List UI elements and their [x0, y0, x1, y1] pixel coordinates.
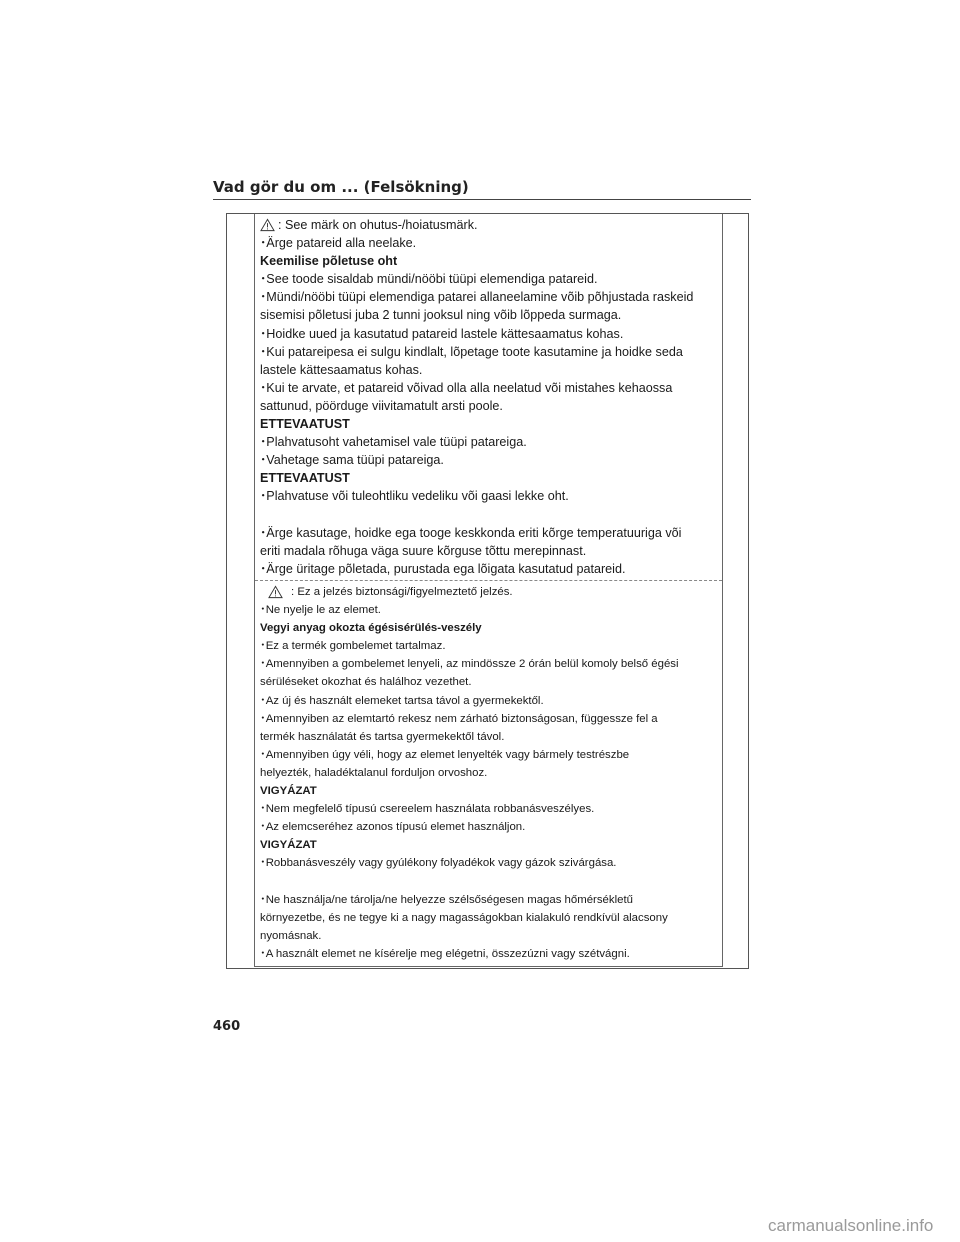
- text-line: termék használatát és tartsa gyermekektől távol.: [260, 730, 505, 743]
- text-line: ･Nem megfelelő típusú csereelem használata robbanásveszélyes.: [260, 803, 595, 816]
- hungarian-notice: [260, 583, 720, 963]
- section-heading: VIGYÁZAT: [260, 839, 317, 852]
- blank-line: [260, 506, 720, 524]
- watermark: carmanualsonline.info: [768, 1216, 934, 1235]
- warning-triangle-icon: [268, 585, 283, 599]
- estonian-warning-symbol-line: [260, 216, 720, 234]
- text-line: ･Plahvatuse või tuleohtliku vedeliku või gaasi lekke oht.: [260, 489, 569, 504]
- text-line: ･See toode sisaldab mündi/nööbi tüüpi elemendiga patareid.: [260, 272, 598, 287]
- text-line: ･Amennyiben az elemtartó rekesz nem zárható biztonságosan, függessze fel a: [260, 712, 658, 725]
- header-rule: [213, 199, 751, 200]
- text-line: ･Ärge üritage põletada, purustada ega lõigata kasutatud patareid.: [260, 561, 626, 576]
- text-line: ･Ne nyelje le az elemet.: [260, 604, 381, 617]
- text-line: ･Ne használja/ne tárolja/ne helyezze szélsőségesen magas hőmérsékletű: [260, 893, 633, 906]
- text-line: eriti madala rõhuga väga suure kõrguse tõttu merepinnast.: [260, 543, 587, 558]
- hungarian-warning-symbol-line: [260, 583, 720, 601]
- text-line: ･Kui te arvate, et patareid võivad olla alla neelatud või mistahes kehaossa: [260, 380, 673, 395]
- text-line: ･Ärge patareid alla neelake.: [260, 236, 417, 251]
- text-line: környezetbe, és ne tegye ki a nagy magasságokban kialakuló rendkívül alacsony: [260, 911, 668, 924]
- section-header-title: Vad gör du om ... (Felsökning): [213, 178, 469, 196]
- text-line: lastele kättesaamatus kohas.: [260, 362, 423, 377]
- text-line: ･Hoidke uued ja kasutatud patareid lastele kättesaamatus kohas.: [260, 326, 624, 341]
- text-line: ･Ärge kasutage, hoidke ega tooge keskkonda eriti kõrge temperatuuriga või: [260, 525, 682, 540]
- warning-triangle-icon: [260, 218, 275, 232]
- text-line: ･Az elemcseréhez azonos típusú elemet használjon.: [260, 821, 526, 834]
- section-heading: VIGYÁZAT: [260, 785, 317, 798]
- section-heading: Vegyi anyag okozta égésisérülés-veszély: [260, 622, 482, 635]
- blank-line: [260, 873, 720, 891]
- text-line: nyomásnak.: [260, 929, 322, 942]
- section-heading: Keemilise põletuse oht: [260, 254, 398, 269]
- text-line: ･A használt elemet ne kísérelje meg elégetni, összezúzni vagy szétvágni.: [260, 947, 630, 960]
- text-line: helyezték, haladéktalanul forduljon orvoshoz.: [260, 766, 488, 779]
- estonian-lines: [260, 234, 720, 578]
- section-heading: ETTEVAATUST: [260, 471, 350, 486]
- text-line: ･Az új és használt elemeket tartsa távol a gyermekektől.: [260, 694, 544, 707]
- text-line: ･Plahvatusoht vahetamisel vale tüüpi patareiga.: [260, 435, 527, 450]
- text-line: ･Ez a termék gombelemet tartalmaz.: [260, 640, 446, 653]
- page-number: 460: [213, 1019, 241, 1034]
- section-heading: ETTEVAATUST: [260, 417, 350, 432]
- text-line: sérüléseket okozhat és halálhoz vezethet.: [260, 676, 472, 689]
- text-line: sattunud, pöörduge viivitamatult arsti poole.: [260, 398, 503, 413]
- text-line: sisemisi põletusi juba 2 tunni jooksul ning võib lõppeda surmaga.: [260, 308, 622, 323]
- section-divider: [255, 580, 722, 581]
- hungarian-lines: [260, 601, 720, 963]
- text-line: ･Amennyiben úgy véli, hogy az elemet lenyelték vagy bármely testrészbe: [260, 748, 630, 761]
- text-line: ･Robbanásveszély vagy gyúlékony folyadékok vagy gázok szivárgása.: [260, 857, 617, 870]
- hungarian-warning-symbol-text: : Ez a jelzés biztonsági/figyelmeztető jelzés.: [291, 586, 513, 598]
- estonian-warning-symbol-text: : See märk on ohutus-/hoiatusmärk.: [278, 218, 478, 232]
- text-line: ･Mündi/nööbi tüüpi elemendiga patarei allaneelamine võib põhjustada raskeid: [260, 290, 694, 305]
- text-line: ･Vahetage sama tüüpi patareiga.: [260, 453, 444, 468]
- text-line: ･Amennyiben a gombelemet lenyeli, az mindössze 2 órán belül komoly belső égési: [260, 658, 679, 671]
- text-line: ･Kui patareipesa ei sulgu kindlalt, lõpetage toote kasutamine ja hoidke seda: [260, 344, 683, 359]
- estonian-notice: [260, 216, 720, 578]
